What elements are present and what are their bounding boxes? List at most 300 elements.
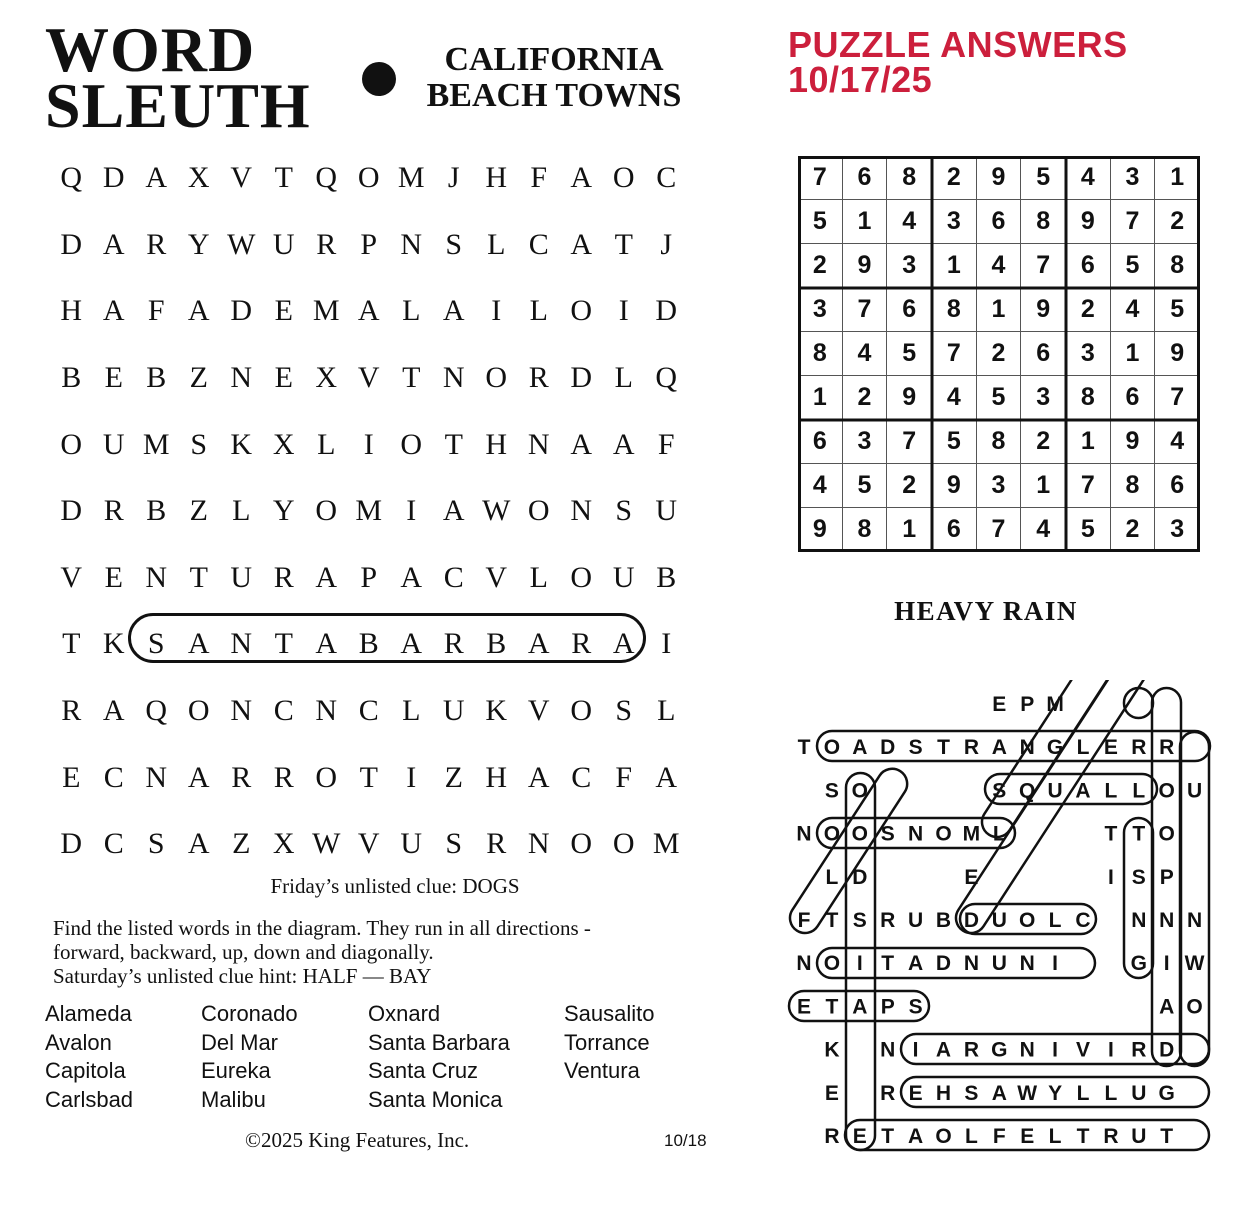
word-list-column bbox=[201, 1000, 298, 1114]
word-search-letter: R bbox=[61, 694, 82, 728]
word-search-letter: A bbox=[187, 627, 210, 661]
heavy-rain-letter: D bbox=[963, 909, 979, 932]
heavy-rain-letter: U bbox=[1131, 1125, 1147, 1148]
list-item: Ventura bbox=[564, 1058, 640, 1083]
word-search-letter: A bbox=[145, 161, 168, 195]
heavy-rain-letter: E bbox=[1103, 736, 1118, 760]
word-search-letter: N bbox=[400, 227, 423, 261]
heavy-rain-letter: B bbox=[935, 909, 952, 932]
sudoku-cell: 7 bbox=[887, 420, 932, 464]
heavy-rain-answer-grid bbox=[785, 680, 1215, 1160]
sudoku-cell: 5 bbox=[977, 376, 1022, 420]
word-search-letter: T bbox=[359, 760, 378, 794]
heavy-rain-letter: O bbox=[1186, 995, 1203, 1019]
word-search-row bbox=[50, 411, 688, 478]
word-search-letter: P bbox=[360, 227, 378, 261]
word-search-letter: U bbox=[102, 427, 125, 461]
word-search-row bbox=[50, 545, 688, 612]
heavy-rain-letter: A bbox=[1159, 995, 1175, 1019]
word-list-column bbox=[564, 1000, 655, 1086]
heavy-rain-letter: L bbox=[964, 1125, 978, 1148]
heavy-rain-title: HEAVY RAIN bbox=[894, 596, 1078, 626]
sudoku-cell: 4 bbox=[843, 332, 888, 376]
word-search-letter: T bbox=[189, 560, 208, 594]
word-search-letter: T bbox=[444, 427, 463, 461]
word-search-letter: A bbox=[442, 494, 465, 528]
heavy-rain-letter: T bbox=[797, 736, 811, 760]
heavy-rain-letter: N bbox=[880, 1038, 896, 1062]
word-search-letter: A bbox=[102, 694, 125, 728]
word-search-letter: R bbox=[486, 827, 507, 861]
word-search-letter: R bbox=[231, 760, 252, 794]
heavy-rain-letter: O bbox=[935, 1125, 952, 1148]
word-search-letter: U bbox=[272, 227, 295, 261]
word-search-letter: A bbox=[187, 827, 210, 861]
word-search-letter: L bbox=[317, 427, 336, 461]
theme-line-1: CALIFORNIA bbox=[444, 41, 664, 78]
heavy-rain-letter: O bbox=[851, 779, 868, 803]
heavy-rain-letter: A bbox=[908, 952, 924, 976]
word-list-column bbox=[45, 1000, 133, 1114]
sudoku-cell: 5 bbox=[1111, 244, 1156, 288]
sudoku-cell: 3 bbox=[1021, 376, 1066, 420]
sudoku-cell: 2 bbox=[1111, 508, 1156, 552]
heavy-rain-letter: T bbox=[881, 1125, 895, 1148]
word-search-letter: A bbox=[102, 227, 125, 261]
sudoku-cell: 5 bbox=[1066, 508, 1111, 552]
sudoku-cell: 6 bbox=[1111, 376, 1156, 420]
word-search-letter: W bbox=[482, 494, 511, 528]
word-search-letter: A bbox=[570, 161, 593, 195]
heavy-rain-letter: M bbox=[1046, 693, 1064, 716]
word-list-column bbox=[368, 1000, 510, 1114]
sudoku-cell: 8 bbox=[932, 288, 977, 332]
sudoku-cell: 6 bbox=[1155, 464, 1200, 508]
heavy-rain-letter: U bbox=[991, 909, 1007, 932]
heavy-rain-letter: S bbox=[852, 909, 867, 932]
sudoku-cell: 1 bbox=[1066, 420, 1111, 464]
word-search-letter: D bbox=[60, 827, 83, 861]
word-search-letter: B bbox=[656, 560, 677, 594]
heavy-rain-letter: F bbox=[797, 909, 811, 932]
sudoku-cell: 6 bbox=[932, 508, 977, 552]
sudoku-cell: 9 bbox=[977, 156, 1022, 200]
sudoku-cell: 5 bbox=[1155, 288, 1200, 332]
sudoku-cell: 8 bbox=[1155, 244, 1200, 288]
word-search-letter: A bbox=[442, 294, 465, 328]
word-search-letter: L bbox=[232, 494, 251, 528]
word-search-letter: V bbox=[485, 560, 508, 594]
word-search-letter: M bbox=[397, 161, 425, 195]
heavy-rain-letter: L bbox=[1132, 779, 1146, 803]
sudoku-cell: 3 bbox=[887, 244, 932, 288]
word-search-letter: O bbox=[570, 827, 593, 861]
word-search-letter: A bbox=[315, 627, 338, 661]
heavy-rain-letter: S bbox=[992, 779, 1007, 803]
clue-label: Friday’s unlisted clue: bbox=[270, 874, 458, 898]
word-search-row bbox=[50, 678, 688, 745]
word-search-letter: Q bbox=[315, 161, 338, 195]
heavy-rain-letter: F bbox=[992, 1125, 1006, 1148]
sudoku-answer bbox=[798, 156, 1200, 552]
sudoku-cell: 5 bbox=[932, 420, 977, 464]
sudoku-cell: 2 bbox=[887, 464, 932, 508]
word-search-letter: R bbox=[146, 227, 167, 261]
sudoku-cell: 1 bbox=[932, 244, 977, 288]
word-search-row bbox=[50, 811, 688, 878]
word-search-letter: N bbox=[145, 760, 168, 794]
heavy-rain-letter: A bbox=[908, 1125, 924, 1148]
word-search-letter: E bbox=[104, 560, 123, 594]
heavy-rain-letter: I bbox=[1052, 952, 1059, 976]
heavy-rain-letter: O bbox=[851, 822, 868, 846]
list-item: Coronado bbox=[201, 1001, 298, 1026]
word-search-letter: C bbox=[273, 694, 294, 728]
heavy-rain-letter: T bbox=[937, 736, 950, 760]
word-search-letter: F bbox=[615, 760, 633, 794]
sudoku-cell: 4 bbox=[1111, 288, 1156, 332]
word-search-letter: O bbox=[612, 827, 635, 861]
word-search-letter: R bbox=[273, 760, 294, 794]
heavy-rain-letter: O bbox=[1158, 822, 1175, 846]
heavy-rain-letter: G bbox=[991, 1038, 1008, 1062]
word-search-letter: H bbox=[60, 294, 83, 328]
word-search-letter: S bbox=[445, 227, 463, 261]
word-search-letter: A bbox=[187, 294, 210, 328]
instructions-line-2: forward, backward, up, down and diagonally. bbox=[53, 940, 434, 964]
word-search-letter: Z bbox=[189, 361, 208, 395]
word-search-letter: C bbox=[103, 760, 124, 794]
heavy-rain-letter: K bbox=[824, 1038, 840, 1062]
word-search-letter: N bbox=[230, 627, 253, 661]
heavy-rain-letter: A bbox=[935, 1038, 952, 1062]
word-search-letter: M bbox=[355, 494, 383, 528]
heavy-rain-letter: E bbox=[824, 1081, 839, 1105]
word-search-letter: O bbox=[187, 694, 210, 728]
heavy-rain-letter: H bbox=[935, 1081, 952, 1105]
sudoku-cell: 7 bbox=[1021, 244, 1066, 288]
word-search-letter: C bbox=[443, 560, 464, 594]
word-search-letter: O bbox=[315, 760, 338, 794]
word-search-letter: K bbox=[485, 694, 508, 728]
heavy-rain-letter: T bbox=[825, 909, 839, 932]
word-search-letter: O bbox=[527, 494, 550, 528]
word-search-letter: D bbox=[570, 361, 593, 395]
word-search-letter: F bbox=[657, 427, 675, 461]
word-search-letter: E bbox=[62, 760, 81, 794]
sudoku-cell: 5 bbox=[1021, 156, 1066, 200]
sudoku-cell: 9 bbox=[932, 464, 977, 508]
word-search-letter: O bbox=[612, 161, 635, 195]
word-search-letter: X bbox=[272, 827, 295, 861]
heavy-rain-letter: T bbox=[1132, 822, 1146, 846]
sudoku-cell: 3 bbox=[1111, 156, 1156, 200]
word-search-letter: Z bbox=[189, 494, 208, 528]
word-search-letter: U bbox=[612, 560, 635, 594]
word-search-letter: I bbox=[491, 294, 502, 328]
heavy-rain-letter: T bbox=[1104, 822, 1118, 846]
instructions-line-1: Find the listed words in the diagram. They run in all directions - bbox=[53, 916, 591, 940]
heavy-rain-letter: N bbox=[796, 952, 812, 976]
list-item: Eureka bbox=[201, 1058, 271, 1083]
word-search-letter: C bbox=[571, 760, 592, 794]
word-search-letter: F bbox=[530, 161, 548, 195]
sudoku-cell: 7 bbox=[932, 332, 977, 376]
heavy-rain-letter: N bbox=[796, 822, 812, 846]
word-search-letter: J bbox=[447, 161, 460, 195]
word-search-letter: A bbox=[400, 560, 423, 594]
word-search-letter: N bbox=[570, 494, 593, 528]
sudoku-cell: 7 bbox=[977, 508, 1022, 552]
list-item: Oxnard bbox=[368, 1001, 441, 1026]
word-search-letter: C bbox=[528, 227, 549, 261]
word-search-row bbox=[50, 145, 688, 212]
word-search-letter: B bbox=[358, 627, 379, 661]
heavy-rain-letter: L bbox=[825, 865, 839, 889]
heavy-rain-letter: E bbox=[852, 1125, 867, 1148]
word-search-letter: F bbox=[147, 294, 165, 328]
word-search-letter: T bbox=[402, 361, 421, 395]
heavy-rain-letter: S bbox=[1131, 865, 1146, 889]
sudoku-cell: 3 bbox=[1155, 508, 1200, 552]
sudoku-cell: 2 bbox=[843, 376, 888, 420]
heavy-rain-letter: N bbox=[1019, 1038, 1035, 1062]
heavy-rain-letter: U bbox=[908, 909, 924, 932]
sudoku-cell: 1 bbox=[843, 200, 888, 244]
word-search-letter: C bbox=[358, 694, 379, 728]
heavy-rain-letter: W bbox=[1017, 1081, 1038, 1105]
heavy-rain-letter: C bbox=[1075, 909, 1091, 932]
sudoku-cell: 2 bbox=[798, 244, 843, 288]
sudoku-cell: 8 bbox=[843, 508, 888, 552]
word-search-letter: O bbox=[570, 560, 593, 594]
list-item: Santa Cruz bbox=[368, 1058, 479, 1083]
heavy-rain-letter: L bbox=[1076, 736, 1090, 760]
sudoku-grid bbox=[798, 156, 1200, 552]
word-search-letter: S bbox=[615, 494, 633, 528]
heavy-rain-letter: E bbox=[964, 865, 979, 889]
word-search-letter: E bbox=[104, 361, 123, 395]
heavy-rain-letter: G bbox=[1158, 1081, 1175, 1105]
word-search-letter: T bbox=[614, 227, 633, 261]
word-search-letter: Z bbox=[444, 760, 463, 794]
word-search-letter: A bbox=[655, 760, 678, 794]
heavy-rain-letter: L bbox=[1104, 779, 1118, 803]
date-code: 10/18 bbox=[664, 1131, 707, 1150]
sudoku-cell: 2 bbox=[932, 156, 977, 200]
word-search-letter: R bbox=[103, 494, 124, 528]
word-search-letter: T bbox=[274, 161, 293, 195]
sudoku-cell: 4 bbox=[1021, 508, 1066, 552]
word-search-letter: P bbox=[360, 560, 378, 594]
word-search-row bbox=[50, 478, 688, 545]
word-search-letter: X bbox=[315, 361, 338, 395]
list-item: Alameda bbox=[45, 1001, 132, 1026]
heavy-rain-letter: O bbox=[823, 822, 841, 846]
list-item: Capitola bbox=[45, 1058, 126, 1083]
sudoku-cell: 8 bbox=[1021, 200, 1066, 244]
sudoku-cell: 6 bbox=[977, 200, 1022, 244]
heavy-rain-letter: M bbox=[962, 822, 981, 846]
word-search-letter: O bbox=[570, 694, 593, 728]
heavy-rain-letter: E bbox=[992, 693, 1007, 716]
word-search-letter: D bbox=[102, 161, 125, 195]
word-search-letter: E bbox=[274, 294, 293, 328]
word-search-letter: N bbox=[315, 694, 338, 728]
word-search-letter: L bbox=[529, 294, 548, 328]
heavy-rain-letter: W bbox=[1184, 952, 1205, 976]
word-search-letter: N bbox=[145, 560, 168, 594]
word-search-row bbox=[50, 278, 688, 345]
heavy-rain-letter: R bbox=[824, 1125, 840, 1148]
sudoku-cell: 9 bbox=[843, 244, 888, 288]
word-search-letter: A bbox=[527, 627, 550, 661]
heavy-rain-letter: A bbox=[1075, 779, 1091, 803]
heavy-rain-letter: I bbox=[1107, 865, 1114, 889]
heavy-rain-letter: I bbox=[1163, 952, 1170, 976]
copyright: ©2025 King Features, Inc. bbox=[245, 1128, 470, 1152]
heavy-rain-letter: L bbox=[1048, 1125, 1062, 1148]
word-search-letter: A bbox=[102, 294, 125, 328]
sudoku-cell: 2 bbox=[1155, 200, 1200, 244]
answers-heading-date: 10/17/25 bbox=[788, 59, 933, 100]
word-search-letter: T bbox=[62, 627, 81, 661]
word-search-letter: H bbox=[485, 760, 508, 794]
heavy-rain-letter: A bbox=[991, 736, 1007, 760]
title-line-1: WORD bbox=[45, 14, 256, 85]
word-search-letter: J bbox=[660, 227, 673, 261]
heavy-rain-letter: U bbox=[1047, 779, 1063, 803]
heavy-rain-letter: P bbox=[1020, 693, 1035, 716]
word-search-letter: Q bbox=[655, 361, 678, 395]
heavy-rain-letter: Q bbox=[1019, 779, 1036, 803]
word-search-letter: M bbox=[142, 427, 170, 461]
sudoku-cell: 1 bbox=[1021, 464, 1066, 508]
heavy-rain-letter: E bbox=[908, 1081, 923, 1105]
heavy-rain-letter: T bbox=[825, 995, 839, 1019]
sudoku-cell: 2 bbox=[1066, 288, 1111, 332]
word-search-row bbox=[50, 744, 688, 811]
word-search-grid bbox=[50, 145, 688, 878]
word-search-letter: B bbox=[146, 361, 167, 395]
theme-line-2: BEACH TOWNS bbox=[426, 77, 682, 114]
word-search-letter: D bbox=[655, 294, 678, 328]
hint-label: Saturday’s unlisted clue hint: bbox=[53, 964, 298, 988]
word-search-letter: H bbox=[485, 161, 508, 195]
sudoku-cell: 8 bbox=[887, 156, 932, 200]
heavy-rain-letter: L bbox=[992, 822, 1006, 846]
word-search-letter: A bbox=[357, 294, 380, 328]
word-search-letter: O bbox=[315, 494, 338, 528]
word-search-letter: D bbox=[230, 294, 253, 328]
word-search-letter: A bbox=[612, 627, 635, 661]
heavy-rain-letter: R bbox=[880, 909, 896, 932]
sudoku-cell: 6 bbox=[887, 288, 932, 332]
word-search-letter: L bbox=[402, 694, 421, 728]
sudoku-cell: 4 bbox=[932, 376, 977, 420]
list-item: Carlsbad bbox=[45, 1086, 134, 1112]
heavy-rain-letter: D bbox=[935, 952, 952, 976]
heavy-rain-letter: D bbox=[852, 865, 868, 889]
heavy-rain-letter: N bbox=[1019, 736, 1035, 760]
sudoku-cell: 5 bbox=[843, 464, 888, 508]
heavy-rain-letter: D bbox=[1159, 1038, 1175, 1062]
word-search-letter: Z bbox=[232, 827, 251, 861]
sudoku-cell: 7 bbox=[1111, 200, 1156, 244]
heavy-rain-letter: G bbox=[1130, 952, 1147, 976]
word-search-letter: A bbox=[612, 427, 635, 461]
sudoku-cell: 9 bbox=[1066, 200, 1111, 244]
word-search-letter: K bbox=[102, 627, 125, 661]
hint-value: HALF — BAY bbox=[302, 964, 432, 988]
word-search-letter: R bbox=[316, 227, 337, 261]
sudoku-cell: 2 bbox=[1021, 420, 1066, 464]
heavy-rain-letter: N bbox=[1159, 909, 1175, 932]
heavy-rain-letter: E bbox=[1020, 1125, 1035, 1148]
heavy-rain-letter: I bbox=[912, 1038, 919, 1062]
word-search-letter: D bbox=[60, 494, 83, 528]
heavy-rain-letter: V bbox=[1075, 1038, 1091, 1062]
heavy-rain-letter: S bbox=[964, 1081, 979, 1105]
heavy-rain-letter: U bbox=[1131, 1081, 1147, 1105]
instructions bbox=[53, 916, 733, 988]
word-search-letter: O bbox=[60, 427, 83, 461]
word-search-letter: R bbox=[443, 627, 464, 661]
word-search-letter: X bbox=[187, 161, 210, 195]
sudoku-cell: 7 bbox=[843, 288, 888, 332]
heavy-rain-letter: L bbox=[1104, 1081, 1118, 1105]
sudoku-cell: 8 bbox=[798, 332, 843, 376]
word-search-letter: C bbox=[656, 161, 677, 195]
word-search-letter: R bbox=[273, 560, 294, 594]
word-search-letter: Q bbox=[145, 694, 168, 728]
word-search-letter: N bbox=[230, 361, 253, 395]
word-search-letter: N bbox=[527, 427, 550, 461]
word-search-letter: I bbox=[406, 760, 417, 794]
word-search-letter: N bbox=[230, 694, 253, 728]
answers-heading-line-1: PUZZLE ANSWERS bbox=[788, 24, 1128, 65]
list-item: Avalon bbox=[45, 1029, 112, 1055]
word-search-letter: Y bbox=[187, 227, 210, 261]
word-search-letter: Y bbox=[272, 494, 295, 528]
heavy-rain-letter: U bbox=[1187, 779, 1203, 803]
sudoku-cell: 7 bbox=[798, 156, 843, 200]
word-search-letter: I bbox=[363, 427, 374, 461]
sudoku-cell: 4 bbox=[1066, 156, 1111, 200]
heavy-rain-letter: R bbox=[1159, 736, 1175, 760]
word-search-letter: S bbox=[147, 827, 165, 861]
clue-value: DOGS bbox=[462, 874, 520, 898]
list-item: Santa Monica bbox=[368, 1086, 503, 1112]
word-search-letter: I bbox=[661, 627, 672, 661]
sudoku-cell: 9 bbox=[1021, 288, 1066, 332]
sudoku-cell: 9 bbox=[798, 508, 843, 552]
heavy-rain-letter: G bbox=[1046, 736, 1064, 760]
sudoku-cell: 9 bbox=[1155, 332, 1200, 376]
title-bullet-icon bbox=[362, 62, 396, 96]
word-search-letter: V bbox=[357, 361, 380, 395]
word-search-letter: W bbox=[227, 227, 256, 261]
sudoku-cell: 8 bbox=[1066, 376, 1111, 420]
heavy-rain-letter: L bbox=[1048, 909, 1062, 932]
sudoku-cell: 6 bbox=[1066, 244, 1111, 288]
heavy-rain-letter: I bbox=[1107, 1038, 1114, 1062]
word-search-letter: M bbox=[312, 294, 340, 328]
word-search-letter: O bbox=[400, 427, 423, 461]
word-search-letter: U bbox=[442, 694, 465, 728]
heavy-rain-letter: R bbox=[1131, 736, 1147, 760]
heavy-rain-letter: R bbox=[963, 1038, 979, 1062]
